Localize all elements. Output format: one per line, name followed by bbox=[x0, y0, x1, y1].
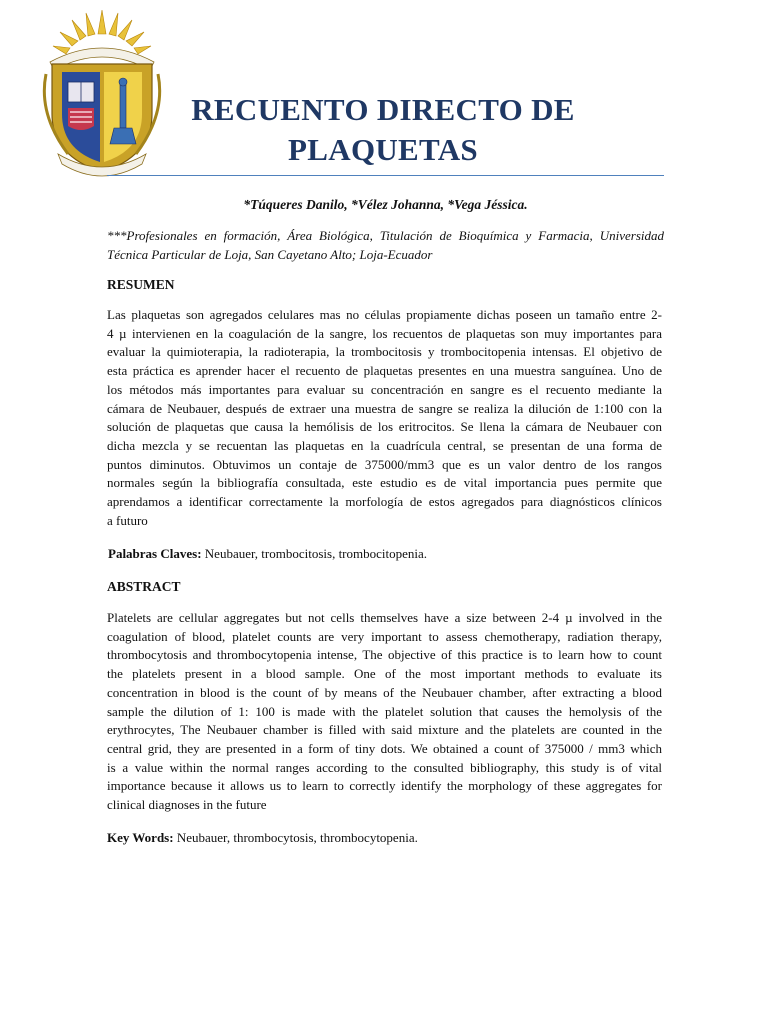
affiliation-line-2: Técnica Particular de Loja, San Cayetano Alto; Loja-Ecuador bbox=[107, 247, 433, 262]
resumen-line: solución de plaquetas que causa la hemólisis de los eritrocitos. Se llena la cámara de Neubauer con bbox=[107, 419, 662, 435]
abstract-line: central grid, they are presented in a form of tiny dots. We obtained a count of 375000 / mm3 which bbox=[107, 740, 662, 756]
abstract-heading: ABSTRACT bbox=[107, 579, 181, 594]
abstract-line: clinical diagnoses in the future bbox=[107, 797, 267, 813]
palabras-claves bbox=[108, 545, 427, 563]
title-line-1: RECUENTO DIRECTO DE bbox=[191, 92, 575, 127]
resumen-line: Las plaquetas son agregados celulares mas no células propiamente dichas poseen un tamaño entre 2- bbox=[107, 307, 662, 322]
resumen-line: evaluar la quimioterapia, la radioterapia, la trombocitosis y trombocitopenia intensas. El objetivo de bbox=[107, 344, 662, 360]
palabras-claves-label: Palabras Claves: bbox=[108, 546, 202, 561]
abstract-line: is a value within the normal ranges according to the consulted bibliography, this study is of vital bbox=[107, 759, 662, 775]
abstract-line: concentration in blood is the count of by means of the Neubauer chamber, after extracting a blood bbox=[107, 684, 662, 700]
abstract-line: Platelets are cellular aggregates but not cells themselves have a size between 2-4 µ involved in the bbox=[107, 610, 662, 625]
key-words-label: Key Words: bbox=[107, 830, 174, 845]
authors-line: *Túqueres Danilo, *Vélez Johanna, *Vega Jéssica. bbox=[243, 197, 528, 212]
resumen-line: los métodos más importantes para evaluar su concentración en sangre es el recuento mediante la bbox=[107, 381, 662, 397]
crest-crown bbox=[53, 10, 151, 54]
title-line-2: PLAQUETAS bbox=[288, 132, 478, 167]
title-divider bbox=[107, 175, 664, 176]
abstract-line: coagulation of blood, platelet counts are very important to assess chemotherapy, radiation therapy, bbox=[107, 628, 662, 644]
abstract-line: sample the dilution of 1: 100 is made with the platelet solution that causes the hemolysis of the bbox=[107, 703, 662, 719]
abstract-line: the platelets present in a blood sample. One of the most important methods to evaluate its bbox=[107, 666, 662, 682]
affiliation-line-1: ***Profesionales en formación, Área Biológica, Titulación de Bioquímica y Farmacia, Universidad bbox=[107, 228, 664, 243]
resumen-line: cámara de Neubauer, después de extraer una muestra de sangre se realiza la dilución de 1:100 con la bbox=[107, 400, 662, 416]
affiliation bbox=[107, 226, 664, 264]
abstract-line: erythrocytes, The Neubauer chamber is filled with said mixture and the platelets are counted in the bbox=[107, 722, 662, 738]
resumen-heading: RESUMEN bbox=[107, 277, 175, 292]
resumen-line: puntos diminutos. Obtuvimos un contaje de 375000/mm3 que es un valor dentro de los rangos bbox=[107, 456, 662, 472]
university-crest-logo bbox=[38, 4, 166, 180]
resumen-line: aprendamos a identificar correctamente la morfología de estos agregados para diagnósticos clínicos bbox=[107, 494, 662, 510]
abstract-line: thrombocytosis and thrombocytopenia intense, The objective of this practice is to learn how to count bbox=[107, 647, 662, 663]
key-words bbox=[107, 829, 418, 847]
resumen-line: a futuro bbox=[107, 512, 148, 528]
resumen-line: dicha mezcla y se recuentan las plaquetas en la cuadrícula central, se presentan de una forma de bbox=[107, 437, 662, 453]
abstract-paragraph bbox=[107, 609, 662, 815]
resumen-line: normales según la bibliografía consultada, este estudio es de vital importancia pues permite que bbox=[107, 475, 662, 491]
resumen-line: esta práctica es aprender hacer el recuento de plaquetas presentes en una muestra sanguínea. Uno de bbox=[107, 363, 662, 379]
palabras-claves-text: Neubauer, trombocitosis, trombocitopenia. bbox=[201, 546, 428, 561]
key-words-text: Neubauer, thrombocytosis, thrombocytopenia. bbox=[173, 830, 418, 845]
abstract-line: importance because it allows us to learn to correctly identify the morphology of these aggregates for bbox=[107, 778, 662, 794]
document-title bbox=[168, 90, 598, 170]
resumen-line: 4 µ intervienen en la coagulación de la sangre, los recuentos de plaquetas son muy importantes para bbox=[107, 325, 662, 341]
resumen-paragraph bbox=[107, 306, 662, 530]
